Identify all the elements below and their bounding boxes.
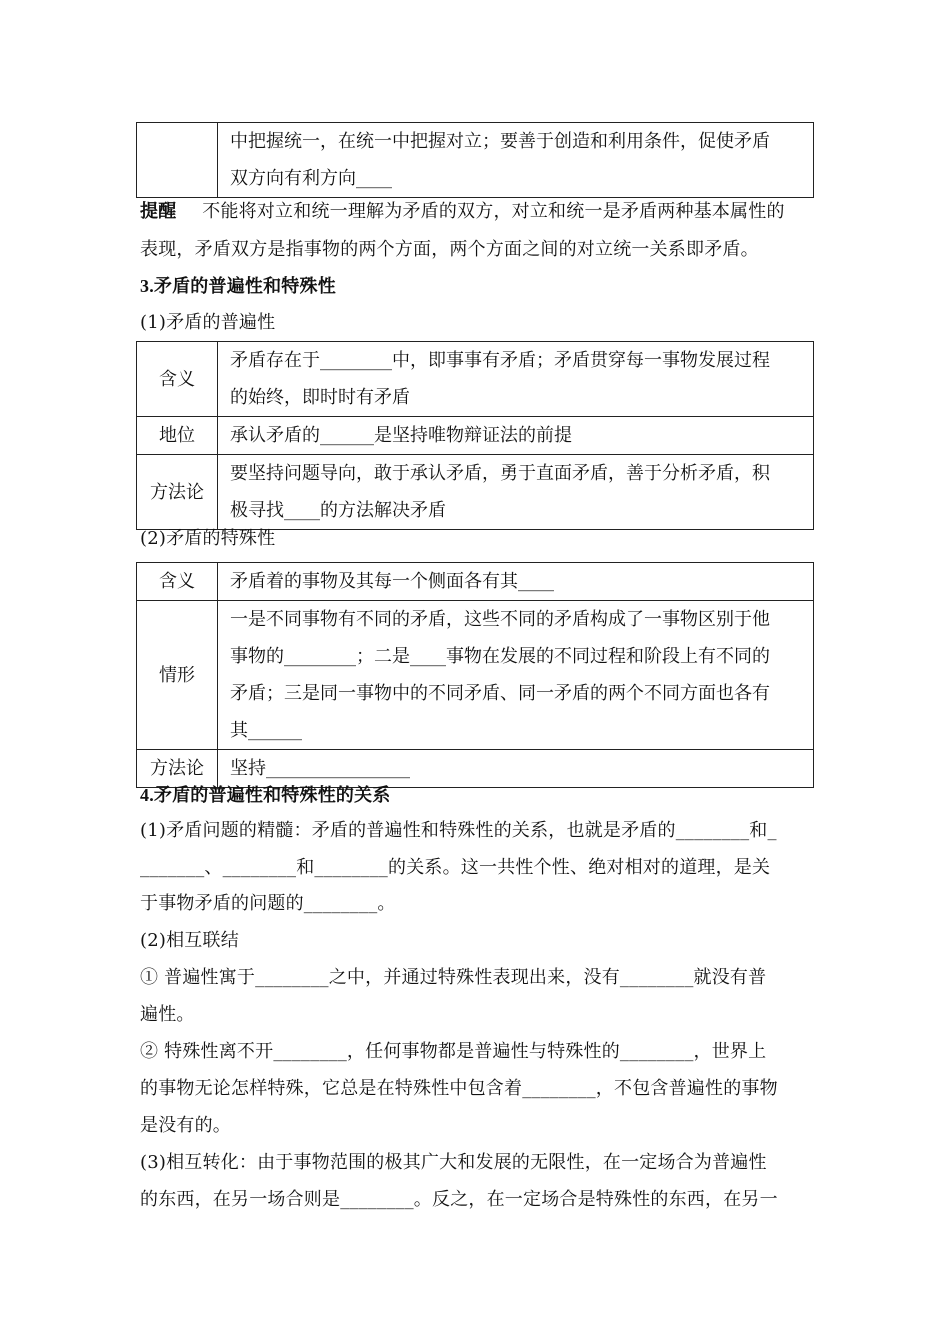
- section4-p2b-line: 是没有的。: [140, 1115, 231, 1136]
- table1-key: 含义: [137, 342, 218, 417]
- section3-sub1: (1)矛盾的普遍性: [140, 312, 276, 333]
- table2-value: [218, 601, 814, 750]
- reminder-text: 不能将对立和统一理解为矛盾的双方，对立和统一是矛盾两种基本属性的: [202, 201, 785, 222]
- section3-sub2: (2)矛盾的特殊性: [140, 528, 276, 549]
- table1-line: 要坚持问题导向，敢于承认矛盾，勇于直面矛盾，善于分析矛盾，积: [230, 463, 770, 484]
- section4-title: 4.矛盾的普遍性和特殊性的关系: [140, 785, 391, 805]
- reminder-line-1: [140, 201, 812, 223]
- section4-p3-line: 的东西，在另一场合则是________。反之，在一定场合是特殊性的东西，在另一: [140, 1189, 778, 1210]
- table1-line: 承认矛盾的______是坚持唯物辩证法的前提: [230, 425, 572, 446]
- section4-p1-line: _______、________和________的关系。这一共性个性、绝对相对的道理，是关: [140, 857, 771, 878]
- table2-key: 含义: [137, 563, 218, 601]
- table2-line: 矛盾；三是同一事物中的不同矛盾、同一矛盾的两个不同方面也各有: [230, 683, 770, 704]
- section4-p2a-line: 遍性。: [140, 1004, 195, 1025]
- section4-p2b-line: ② 特殊性离不开________，任何事物都是普遍性与特殊性的________，世界上: [140, 1041, 767, 1062]
- table2-line: 坚持________________: [230, 758, 410, 779]
- table1-key: 地位: [137, 417, 218, 455]
- table1-line: 的始终，即时时有矛盾: [230, 387, 410, 408]
- section4-p1-line: 于事物矛盾的问题的________。: [140, 893, 396, 914]
- table1-line: 矛盾存在于________中，即事事有矛盾；矛盾贯穿每一事物发展过程: [230, 350, 770, 371]
- reminder-label: 提醒: [140, 201, 177, 222]
- table2-key: 方法论: [137, 750, 218, 788]
- top-table-key-cell: [137, 123, 218, 198]
- section4-p3-line: (3)相互转化：由于事物范围的极其广大和发展的无限性，在一定场合为普遍性: [140, 1152, 767, 1173]
- table1-value: [218, 455, 814, 530]
- table2-line: 矛盾着的事物及其每一个侧面各有其____: [230, 571, 554, 592]
- table1-key: 方法论: [137, 455, 218, 530]
- section4-p2b-line: 的事物无论怎样特殊，它总是在特殊性中包含着________，不包含普遍性的事物: [140, 1078, 778, 1099]
- section3-title: 3.矛盾的普遍性和特殊性: [140, 276, 336, 296]
- top-table-line: 中把握统一，在统一中把握对立；要善于创造和利用条件，促使矛盾: [230, 131, 770, 152]
- table2-line: 一是不同事物有不同的矛盾，这些不同的矛盾构成了一事物区别于他: [230, 609, 770, 630]
- top-continuation-table: [136, 122, 814, 198]
- table2-value: [218, 563, 814, 601]
- table2-key: 情形: [137, 601, 218, 750]
- reminder-line-2: 表现，矛盾双方是指事物的两个方面，两个方面之间的对立统一关系即矛盾。: [140, 239, 759, 260]
- table2-value: [218, 750, 814, 788]
- section4-p1-line: (1)矛盾问题的精髓：矛盾的普遍性和特殊性的关系，也就是矛盾的________和_: [140, 820, 777, 841]
- table1-value: [218, 417, 814, 455]
- universality-table: [136, 341, 814, 530]
- section4-p2-title: (2)相互联结: [140, 930, 239, 951]
- top-table-value-cell: [218, 123, 814, 198]
- section4-p2a-line: ① 普遍性寓于________之中，并通过特殊性表现出来，没有________就没有普: [140, 967, 767, 988]
- table2-line: 其______: [230, 720, 302, 741]
- table2-line: 事物的________；二是____事物在发展的不同过程和阶段上有不同的: [230, 646, 770, 667]
- table1-line: 极寻找____的方法解决矛盾: [230, 500, 446, 521]
- table1-value: [218, 342, 814, 417]
- top-table-line: 双方向有利方向____: [230, 168, 392, 189]
- particularity-table: [136, 562, 814, 788]
